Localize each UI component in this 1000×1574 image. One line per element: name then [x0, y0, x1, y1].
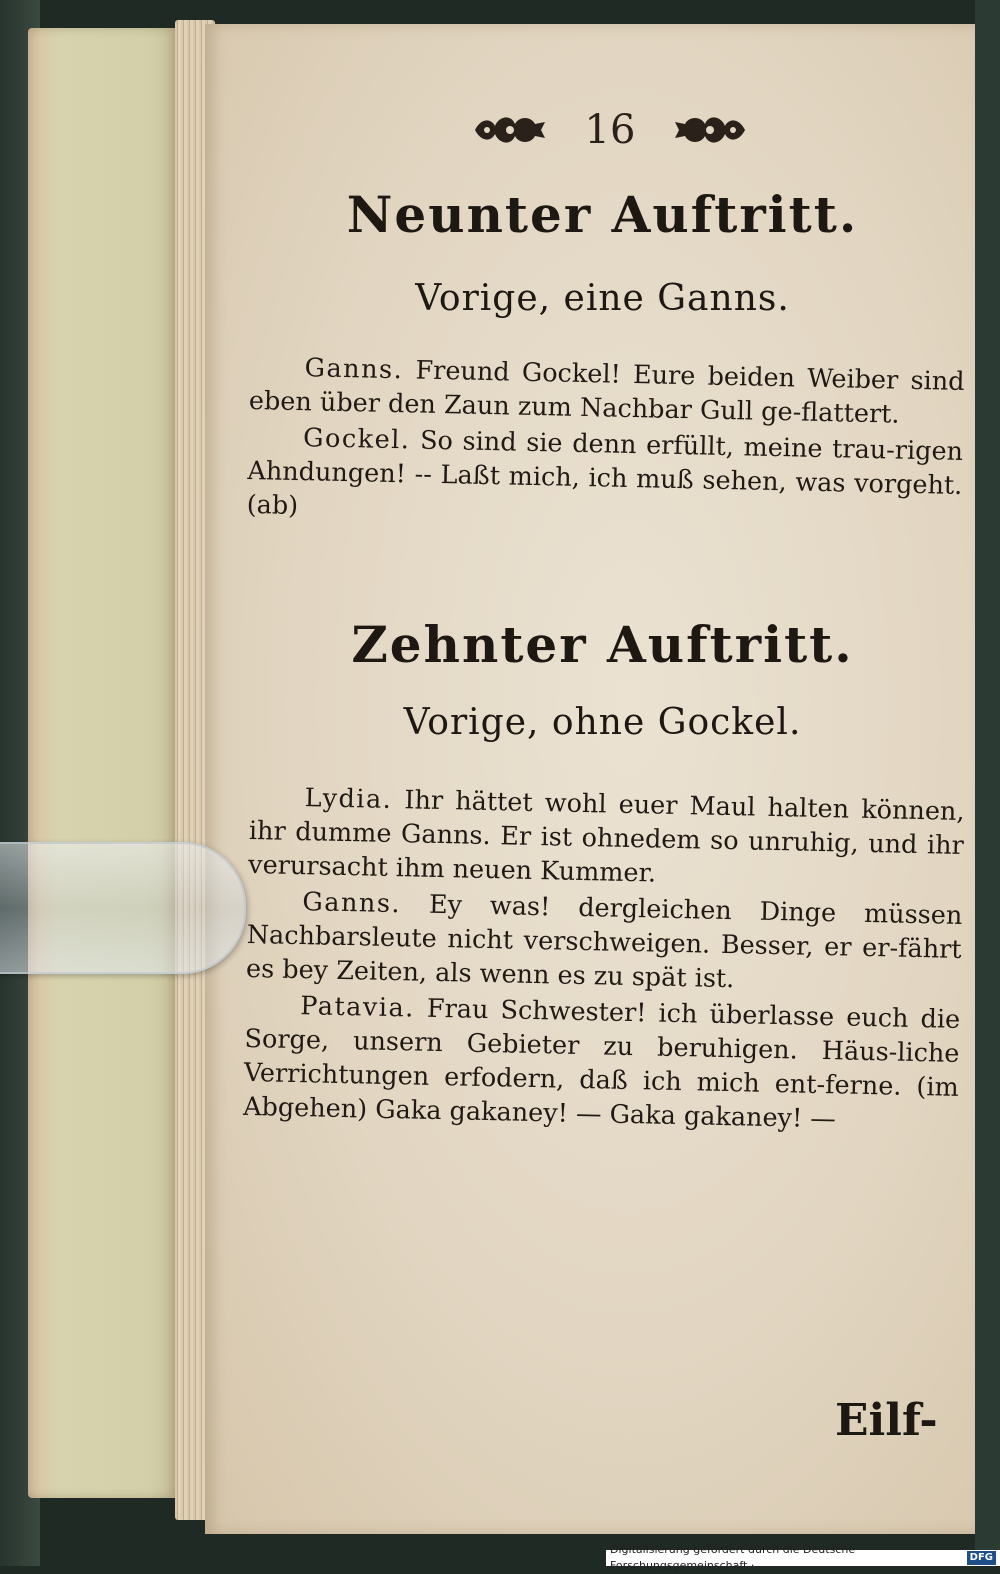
page-header — [470, 100, 750, 160]
footer-text: Digitalisierung gefördert durch die Deutsche Forschungsgemeinschaft · — [610, 1543, 856, 1572]
line-text: Ihr hättet wohl euer Maul halten können, ihr dumme Ganns. Er ist ohnedem so unruhig, und ihr verursacht ihm neuen Kummer. — [247, 785, 965, 889]
scan-background — [975, 0, 1000, 1566]
dialogue-line — [246, 884, 963, 1001]
plastic-page-clip — [0, 842, 246, 974]
speaker-name: Gockel. — [302, 423, 411, 456]
dialogue-line — [248, 780, 965, 897]
ornament-left-icon — [471, 108, 549, 152]
line-text: So sind sie denn erfüllt, meine trau-rigen Ahndungen! -- Laßt mich, ich muß sehen, was vorgeht. (ab) — [246, 425, 964, 522]
ornament-right-icon — [671, 108, 749, 152]
line-text: Freund Gockel! Eure beiden Weiber sind eben über den Zaun zum Nachbar Gull ge-flattert. — [248, 355, 965, 430]
scene10-dialogue — [243, 780, 965, 1141]
dfg-logo-icon: DFG — [967, 1551, 996, 1565]
dialogue-line — [249, 350, 965, 433]
scene10-cast: Vorige, ohne Gockel. — [403, 702, 802, 743]
line-text: Frau Schwester! ich überlasse euch die Sorge, unsern Gebieter zu beruhigen. Häus-liche Verrichtungen erfodern, daß ich mich ent-ferne. (im Abgehen) Gaka gakaney! — Gaka gakaney! — — [242, 993, 961, 1135]
scene9-dialogue — [246, 350, 964, 539]
book-page — [205, 24, 975, 1534]
digitization-footer — [606, 1543, 1000, 1572]
dialogue-line — [246, 420, 963, 537]
line-text: Ey was! dergleichen Dinge müssen Nachbarsleute nicht verschweigen. Besser, er er-fährt es bey Zeiten, als wenn es zu spät ist. — [245, 889, 963, 995]
speaker-name: Patavia. — [299, 991, 416, 1024]
scene9-title: Neunter Auftritt. — [346, 185, 859, 244]
page-number: 16 — [584, 107, 636, 153]
speaker-name: Ganns. — [302, 887, 402, 920]
scene9-cast: Vorige, eine Ganns. — [415, 278, 790, 319]
speaker-name: Ganns. — [304, 353, 404, 386]
scene10-title: Zehnter Auftritt. — [351, 615, 854, 674]
speaker-name: Lydia. — [304, 783, 393, 815]
catchword: Eilf- — [835, 1395, 938, 1446]
book-spine — [28, 28, 178, 1498]
dialogue-line — [243, 988, 961, 1139]
